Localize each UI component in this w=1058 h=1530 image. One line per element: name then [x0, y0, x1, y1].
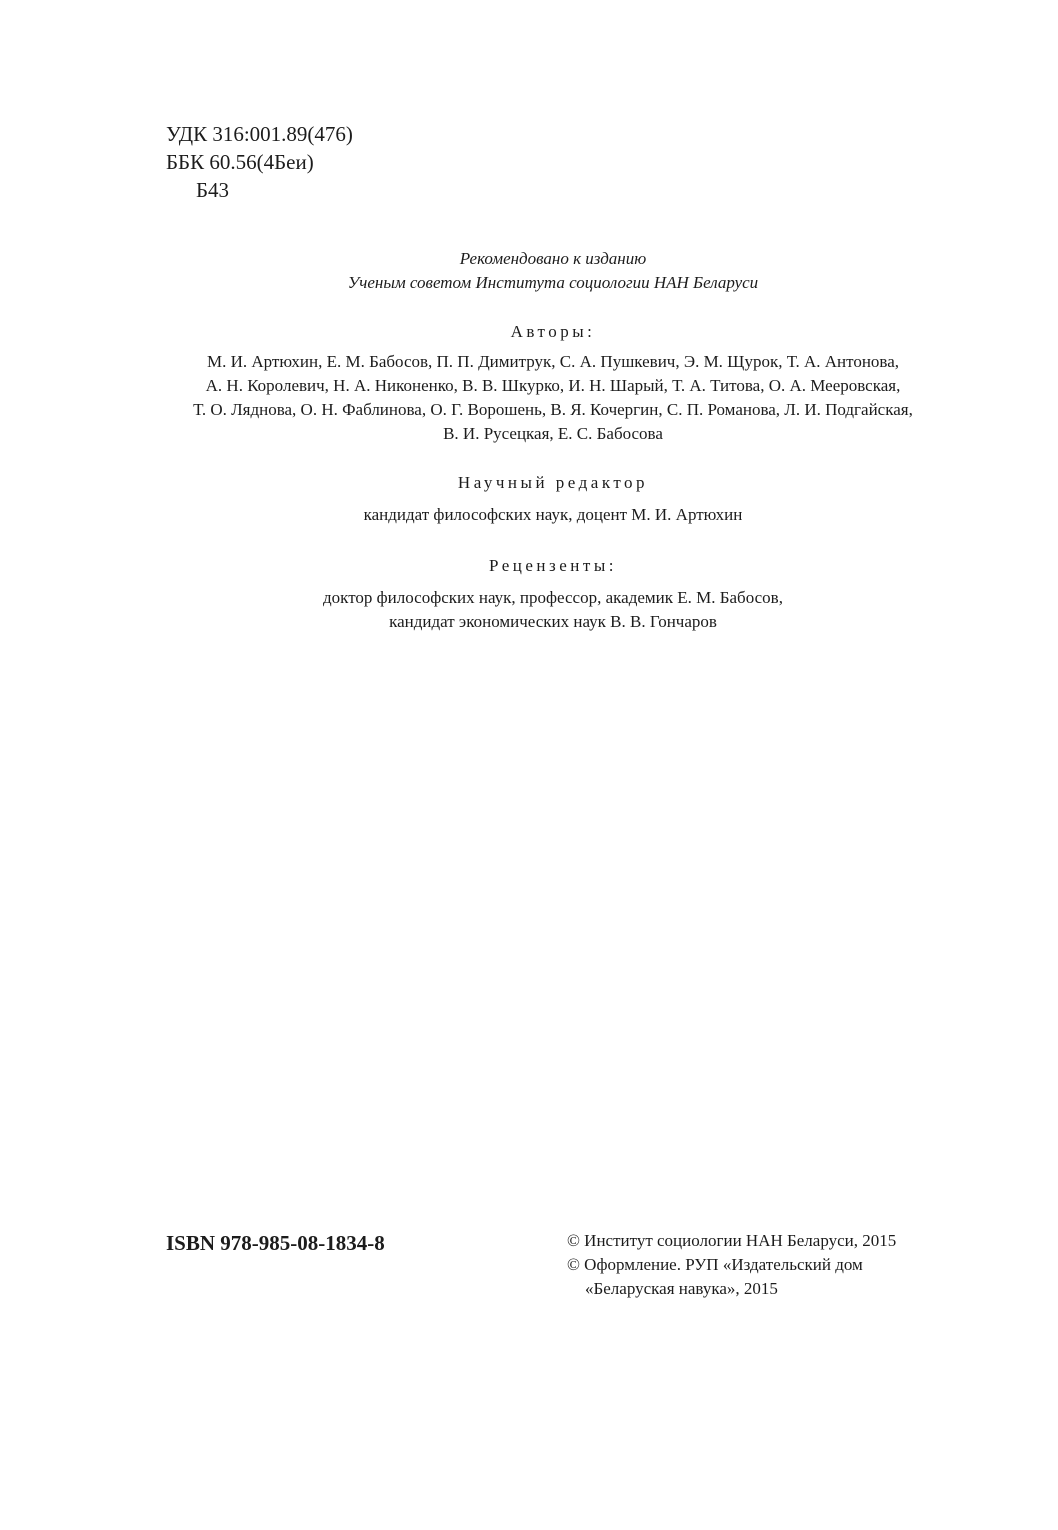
authors-line-4: В. И. Русецкая, Е. С. Бабосова — [443, 424, 663, 443]
editor-text: кандидат философских наук, доцент М. И. Артюхин — [363, 505, 743, 524]
recommendation-line-1: Рекомендовано к изданию — [459, 249, 647, 268]
copyright-line-2: © Оформление. РУП «Издательский дом — [567, 1255, 863, 1274]
copyright-line-3: «Беларуская навука», 2015 — [585, 1279, 778, 1298]
udk-code: УДК 316:001.89(476) — [166, 122, 353, 146]
authors-heading: Авторы: — [510, 322, 596, 341]
authors-list — [166, 350, 940, 446]
recommendation-line-2: Ученым советом Института социологии НАН Беларуси — [347, 273, 759, 292]
authors-line-1: М. И. Артюхин, Е. М. Бабосов, П. П. Димитрук, С. А. Пушкевич, Э. М. Щурок, Т. А. Антонова, — [206, 352, 900, 371]
copyright-block — [567, 1229, 947, 1301]
copyright-line-1: © Институт социологии НАН Беларуси, 2015 — [567, 1231, 897, 1250]
reviewers-heading: Рецензенты: — [489, 556, 617, 575]
classification-block — [166, 120, 353, 204]
recommendation-block — [166, 247, 940, 295]
reviewers-list — [166, 586, 940, 634]
reviewer-line-2: кандидат экономических наук В. В. Гончаров — [389, 612, 717, 631]
author-mark: Б43 — [196, 178, 230, 202]
reviewer-line-1: доктор философских наук, профессор, академик Е. М. Бабосов, — [323, 588, 783, 607]
authors-line-2: А. Н. Королевич, Н. А. Никоненко, В. В. Шкурко, И. Н. Шарый, Т. А. Титова, О. А. Мееровская, — [205, 376, 901, 395]
bbk-code: ББК 60.56(4Беи) — [166, 150, 314, 174]
editor-heading: Научный редактор — [457, 473, 649, 492]
isbn-number: ISBN 978-985-08-1834-8 — [166, 1231, 385, 1255]
authors-line-3: Т. О. Ляднова, О. Н. Фаблинова, О. Г. Ворошень, В. Я. Кочергин, С. П. Романова, Л. И. Подгайская, — [193, 400, 913, 419]
